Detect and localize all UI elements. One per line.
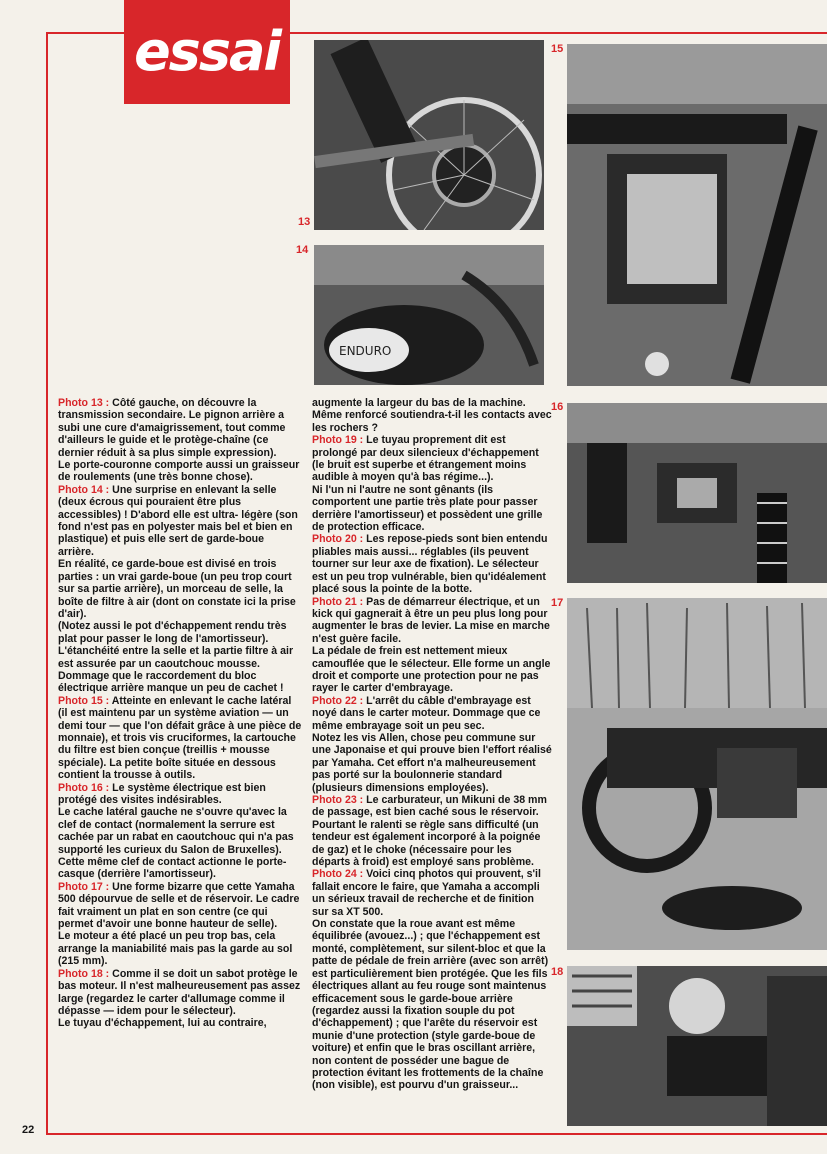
photo-13 <box>314 40 544 230</box>
paragraph-text: La pédale de frein est nettement mieux camouflée que le sélecteur. Elle forme un angle droit et comporte une protection pour ne pas rayer le carter d'embrayage. <box>312 645 551 695</box>
paragraph-text: Le porte-couronne comporte aussi un graisseur de roulements (une très bonne chose). <box>58 459 300 484</box>
paragraph-text: Le tuyau proprement dit est prolongé par deux silencieux d'échappement (le bruit est superbe et étrangement moins audible à moyen qu'à bas régime...). <box>312 434 539 484</box>
photo-label: Photo 23 : <box>312 794 364 806</box>
paragraph-text: Dommage que le raccordement du bloc électrique arrière manque un peu de cachet ! <box>58 669 284 695</box>
photo-13-number: 13 <box>298 216 311 228</box>
essai-logo <box>124 0 290 104</box>
text-column-left <box>58 397 302 1030</box>
paragraph-text: Voici cinq photos qui prouvent, s'il fallait encore le faire, que Yamaha a accompli un sérieux travail de recherche et de finition sur sa XT 500. <box>312 868 541 918</box>
photo-label: Photo 24 : <box>312 868 364 881</box>
paragraph-text: (Notez aussi le pot d'échappement rendu très plat pour passer le long de l'amortisseur). <box>58 620 287 645</box>
photo-14-image <box>314 245 544 385</box>
paragraph <box>58 930 302 967</box>
photo-17 <box>567 598 827 950</box>
paragraph-text: Notez les vis Allen, chose peu commune sur une Japonaise et qui prouve bien l'effort réalisé par Yamaha. Cet effort n'a malheureusement pas porté sur la boulonnerie standard (plusieurs dimensions employées). <box>312 731 552 794</box>
frame-top-left <box>46 32 124 34</box>
paragraph-text: Le moteur a été placé un peu trop bas, cela arrange la maniabilité mais pas la garde au sol (215 mm). <box>58 930 293 968</box>
photo-14 <box>314 245 544 385</box>
frame-bottom <box>46 1133 827 1135</box>
paragraph <box>312 484 552 534</box>
paragraph-text: Atteinte en enlevant le cache latéral (il est maintenu par un système aviation — un demi tour — que l'on défait grâce à une pièce de monnaie), et trois vis cruciformes, la cartouche du filtre est bien conçue (treillis + mousse spéciale). La petite boîte située en dessous contient la trousse à outils. <box>58 694 302 782</box>
text-column-middle <box>312 397 552 1092</box>
photo-label: Photo 18 : <box>58 967 110 980</box>
page-number: 22 <box>22 1124 35 1136</box>
photo-label: Photo 21 : <box>312 595 364 608</box>
paragraph-text: Le carburateur, un Mikuni de 38 mm de passage, est bien caché sous le réservoir. Pourtant le ralenti se règle sans difficulté (un tendeur est également incorporé à la poignée de gaz) et le choke (nécessaire pour les départs à froid) est employé sans problème. <box>312 794 547 869</box>
photo-label: Photo 15 : <box>58 694 110 707</box>
logo-text: essai <box>134 20 280 83</box>
photo-18 <box>567 966 827 1126</box>
paragraph-text: Cette même clef de contact actionne le porte-casque (derrière l'amortisseur). <box>58 856 287 881</box>
paragraph <box>58 459 302 484</box>
photo-17-image <box>567 598 827 950</box>
photo-16 <box>567 403 827 583</box>
photo-16-image <box>567 403 827 583</box>
paragraph <box>58 397 302 459</box>
paragraph <box>58 620 302 645</box>
paragraph-text: Pas de démarreur électrique, et un kick qui gagnerait à être un peu plus long pour augmenter le bras de levier. La mise en marche n'est guère facile. <box>312 595 550 645</box>
photo-label: Photo 16 : <box>58 781 110 794</box>
photo-label: Photo 14 : <box>58 483 110 496</box>
paragraph <box>312 397 552 434</box>
paragraph-text: L'arrêt du câble d'embrayage est noyé dans le carter moteur. Dommage que ce même embrayage soit un peu sec. <box>312 694 541 732</box>
paragraph <box>312 645 552 695</box>
paragraph <box>312 918 552 1092</box>
photo-15-image <box>567 44 827 386</box>
paragraph <box>58 1017 302 1029</box>
paragraph <box>312 434 552 484</box>
photo-18-number: 18 <box>551 966 564 978</box>
paragraph-text: Comme il se doit un sabot protège le bas moteur. Il n'est malheureusement pas assez large (regardez le carter d'allumage comme il dépasse — idem pour le sélecteur). <box>58 967 301 1017</box>
photo-15 <box>567 44 827 386</box>
photo-label: Photo 20 : <box>312 533 364 546</box>
frame-top-right <box>290 32 827 34</box>
paragraph-text: Le tuyau d'échappement, lui au contraire, <box>58 1017 267 1030</box>
paragraph-text: Côté gauche, on découvre la transmission secondaire. Le pignon arrière a subi une cure d'amaigrissement, tout comme d'ailleurs le guide et le protège-chaîne (ce dernier réduit à sa plus simple expression). <box>58 397 286 459</box>
paragraph-text: Une surprise en enlevant la selle (deux écrous qui pouraient être plus accessibles) ! D'abord elle est ultra- légère (son fond n'est pas en polyester mais bel et bien en plastique) et puis elle sert de garde-boue arrière. <box>58 483 298 558</box>
paragraph <box>58 806 302 856</box>
paragraph <box>58 645 302 670</box>
paragraph-text: Le système électrique est bien protégé des visites indésirables. <box>58 781 266 806</box>
paragraph <box>58 695 302 782</box>
paragraph <box>58 484 302 558</box>
paragraph <box>58 782 302 807</box>
paragraph <box>312 868 552 918</box>
paragraph <box>312 794 552 868</box>
photo-17-number: 17 <box>551 597 564 609</box>
photo-14-number: 14 <box>296 244 309 256</box>
paragraph <box>312 533 552 595</box>
photo-label: Photo 19 : <box>312 434 364 447</box>
paragraph-text: On constate que la roue avant est même équilibrée (avouez...) ; que l'échappement est monté, complètement, sur silent-bloc et que la patte de pédale de frein arrière (avec son arrêt) est particulièrement bien protégée. Que les fils électriques allant au feu rouge sont maintenus efficacement sous le garde-boue arrière (regardez aussi la fixation souple du pot d'échappement) ; que l'arête du réservoir est munie d'une protection (style garde-boue de voiture) et enfin que le bras oscillant arrière, non content de posséder une bague de protection évitant les frottements de la chaîne (non visible), est pourvu d'un graisseur... <box>312 918 549 1092</box>
paragraph <box>58 968 302 1018</box>
paragraph-text: Une forme bizarre que cette Yamaha 500 dépourvue de selle et de réservoir. Le cadre fait vraiment un plat en son centre (ce qui permet d'avoir une bonne hauteur de selle). <box>58 880 300 931</box>
paragraph <box>312 732 552 794</box>
photo-16-number: 16 <box>551 401 564 413</box>
paragraph-text: augmente la largeur du bas de la machine. Même renforcé soutiendra-t-il les contacts avec les rochers ? <box>312 397 552 434</box>
frame-left <box>46 32 48 1135</box>
paragraph <box>312 695 552 732</box>
photo-label: Photo 22 : <box>312 694 364 707</box>
paragraph-text: En réalité, ce garde-boue est divisé en trois parties : un vrai garde-boue (un peu trop court sur sa partie arrière), un morceau de selle, la boîte de filtre à air (dont on constate ici la prise d'air). <box>58 558 296 620</box>
paragraph <box>58 670 302 695</box>
paragraph-text: L'étanchéité entre la selle et la partie filtre à air est assurée par un caoutchouc mousse. <box>58 645 294 670</box>
paragraph <box>58 558 302 620</box>
photo-13-image <box>314 40 544 230</box>
paragraph-text: Les repose-pieds sont bien entendu pliables mais aussi... réglables (ils peuvent tourner sur leur axe de fixation). Le sélecteur est un peu trop vulnérable, bien qu'idéalement placé sous la pointe de la botte. <box>312 533 548 596</box>
paragraph <box>312 596 552 646</box>
photo-18-image <box>567 966 827 1126</box>
paragraph-text: Ni l'un ni l'autre ne sont gênants (ils comportent une partie très plate pour passer derrière l'amortisseur) et possèdent une grille de protection efficace. <box>312 483 543 534</box>
paragraph <box>58 881 302 931</box>
svg-text:ENDURO: ENDURO <box>339 344 392 358</box>
photo-label: Photo 13 : <box>58 397 110 409</box>
paragraph <box>58 856 302 881</box>
paragraph-text: Le cache latéral gauche ne s'ouvre qu'avec la clef de contact (normalement la serrure est cachée par un rabat en caoutchouc qui n'a pas supporté les curieux du Salon de Bruxelles). <box>58 806 294 856</box>
photo-15-number: 15 <box>551 43 564 55</box>
photo-label: Photo 17 : <box>58 880 110 893</box>
